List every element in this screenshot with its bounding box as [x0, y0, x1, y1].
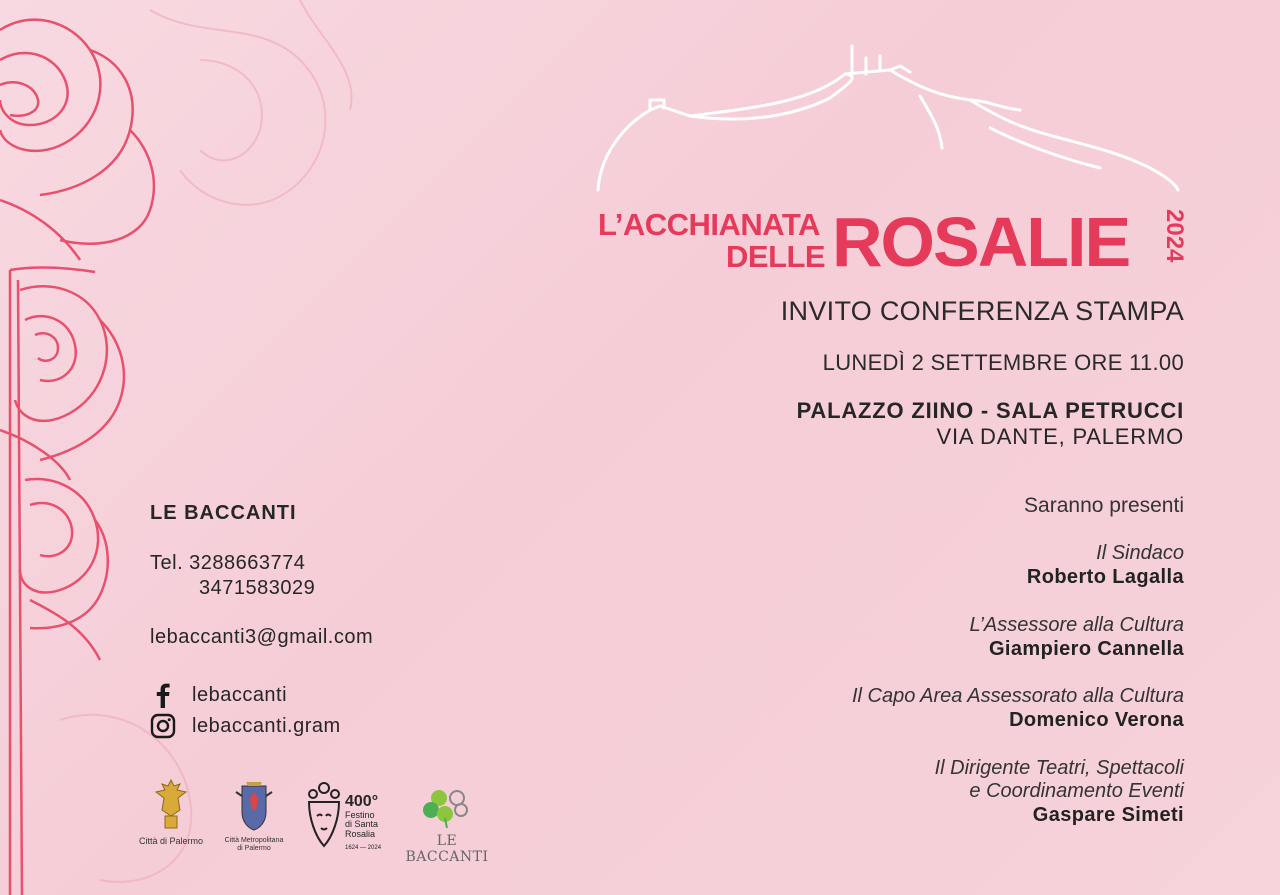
logo-festino-400: [305, 778, 395, 854]
guests-intro: Saranno presenti: [1024, 494, 1184, 517]
festino-line1: Festino: [345, 810, 375, 820]
email-link[interactable]: lebaccanti3@gmail.com: [150, 626, 374, 648]
festino-number: 400°: [345, 793, 379, 810]
event-date: LUNEDÌ 2 SETTEMBRE ORE 11.00: [822, 350, 1184, 375]
guest-name: Giampiero Cannella: [988, 638, 1184, 660]
event-logo: [598, 205, 1198, 285]
logo-caption: Città di Palermo: [138, 836, 204, 846]
phone-primary[interactable]: Tel. 3288663774: [150, 552, 306, 574]
festino-line2: di Santa: [345, 819, 379, 830]
rose-decoration: [0, 0, 380, 895]
guest-role: Il Sindaco: [1096, 542, 1184, 564]
guest-role: L’Assessore alla Cultura: [969, 614, 1184, 636]
clover-icon: [423, 786, 471, 828]
facebook-handle: lebaccanti: [192, 683, 288, 706]
logo-citta-metropolitana: [219, 776, 289, 852]
instagram-icon: [150, 713, 176, 739]
title-line2: DELLE: [726, 239, 826, 274]
palermo-eagle-icon: [150, 776, 192, 832]
festino-years: 1624 — 2024: [345, 845, 382, 851]
phone-secondary[interactable]: 3471583029: [199, 577, 316, 599]
logo-caption: LE BACCANTI: [405, 833, 489, 865]
sponsor-logos: [135, 776, 505, 865]
logo-le-baccanti: [397, 786, 497, 865]
facebook-link[interactable]: [150, 682, 287, 708]
guest-name: Domenico Verona: [1009, 709, 1184, 731]
guest-role: Il Dirigente Teatri, Spettacoli: [934, 757, 1184, 779]
invite-subtitle: INVITO CONFERENZA STAMPA: [780, 296, 1184, 326]
santa-rosalia-icon: [305, 778, 343, 850]
logo-caption-line1: Città Metropolitana: [224, 837, 284, 844]
title-big: ROSALIE: [832, 203, 1130, 281]
title-line1: L’ACCHIANATA: [598, 207, 820, 242]
mountain-illustration: [590, 38, 1190, 198]
festino-line3: Rosalia: [345, 828, 376, 839]
guest-name: Gaspare Simeti: [1032, 804, 1184, 826]
festino-caption: [345, 811, 378, 839]
logo-citta-palermo: [135, 776, 207, 847]
instagram-handle: lebaccanti.gram: [192, 714, 341, 737]
venue-address: VIA DANTE, PALERMO: [936, 424, 1184, 449]
venue-name: PALAZZO ZIINO - SALA PETRUCCI: [796, 398, 1184, 423]
guest-role: Il Capo Area Assessorato alla Cultura: [851, 685, 1184, 707]
guest-name: Roberto Lagalla: [1026, 566, 1184, 588]
logo-caption-line2: di Palermo: [237, 844, 271, 852]
title-year: 2024: [1161, 209, 1188, 263]
instagram-link[interactable]: [150, 713, 341, 739]
facebook-icon: [150, 682, 176, 708]
org-name: LE BACCANTI: [150, 502, 297, 524]
guest-role-cont: e Coordinamento Eventi: [969, 780, 1184, 802]
metro-crest-icon: [234, 776, 274, 832]
